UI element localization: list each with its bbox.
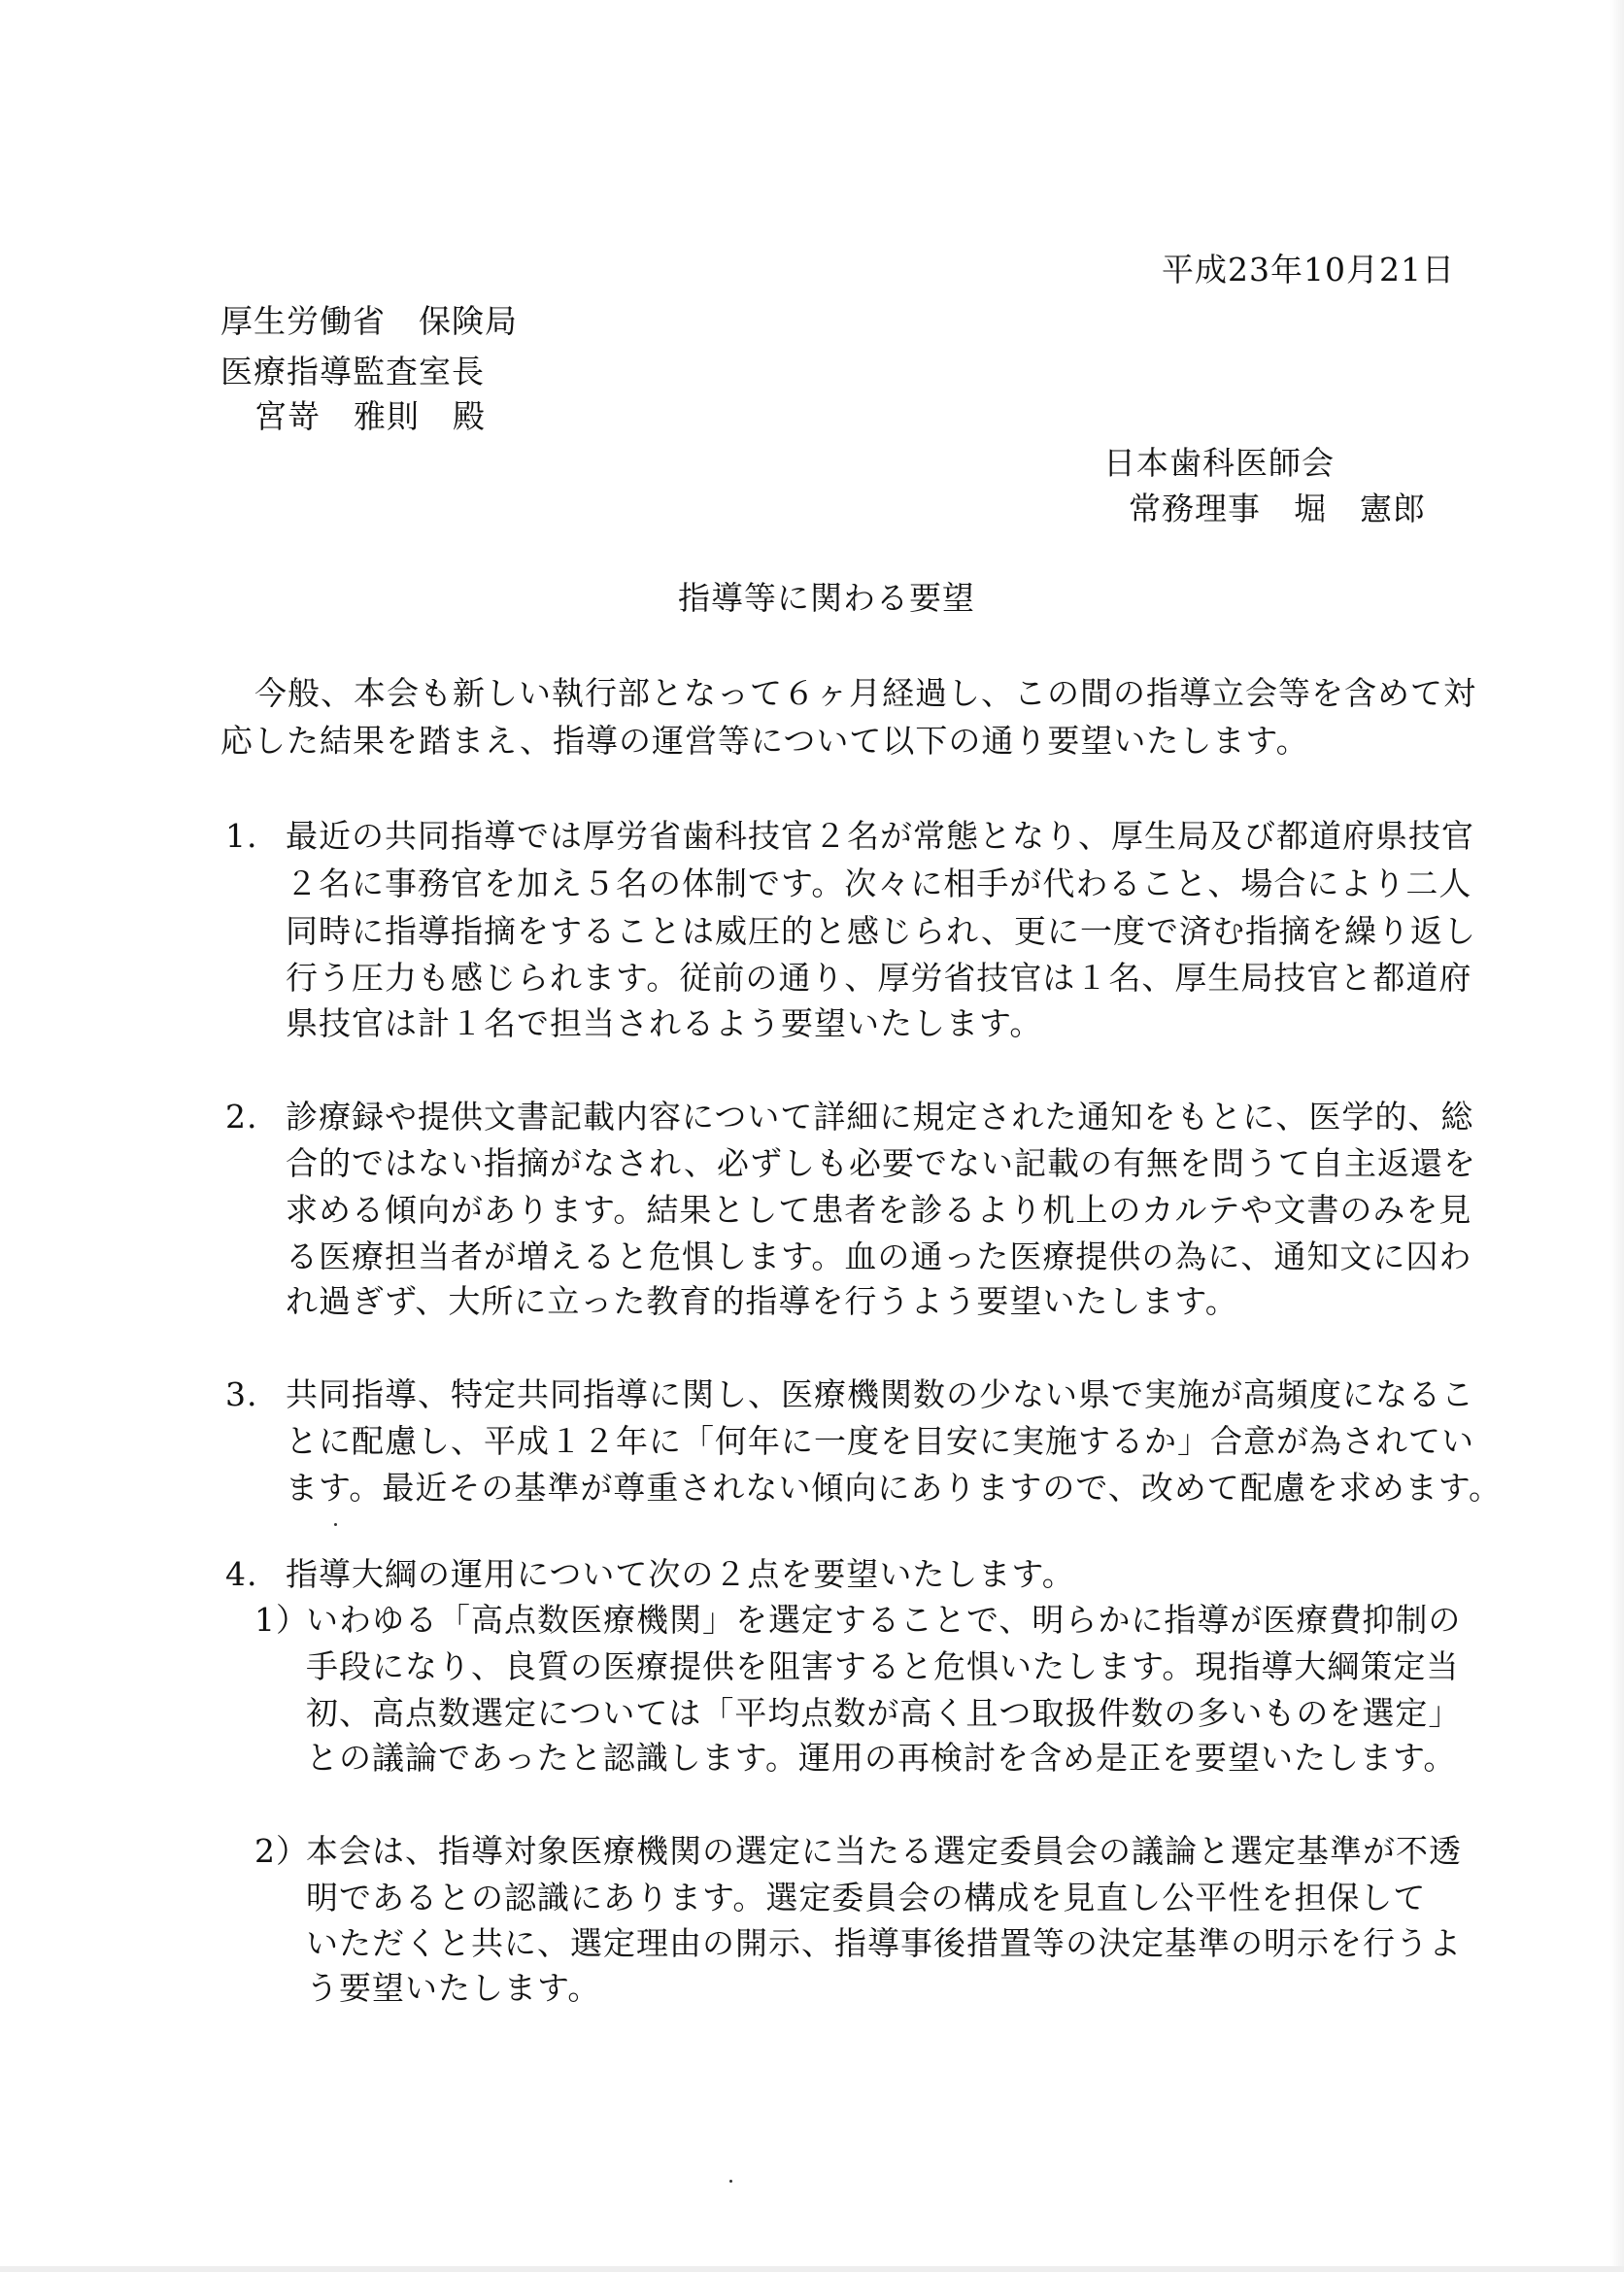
subitem-line: いわゆる「高点数医療機関」を選定することで、明らかに指導が医療費抑制の xyxy=(306,1601,1462,1639)
item-line: 指導大綱の運用について次の２点を要望いたします。 xyxy=(286,1555,1075,1593)
item-number: 3. xyxy=(225,1375,258,1413)
recipient-office: 医療指導監査室長 xyxy=(220,353,485,390)
item-line: ２名に事務官を加え５名の体制です。次々に相手が代わること、場合により二人 xyxy=(286,865,1472,902)
scan-bottom-edge xyxy=(0,2266,1624,2272)
subitem-number: 1） xyxy=(254,1601,309,1639)
item-line: 県技官は計１名で担当されるよう要望いたします。 xyxy=(286,1004,1043,1042)
subitem-number: 2） xyxy=(254,1832,309,1870)
sender-title-name: 常務理事 堀 憲郎 xyxy=(1129,490,1426,527)
document-date: 平成23年10月21日 xyxy=(1162,251,1455,288)
item-line: 最近の共同指導では厚労省歯科技官２名が常態となり、厚生局及び都道府県技官 xyxy=(286,817,1474,855)
intro-line: 応した結果を踏まえ、指導の運営等について以下の通り要望いたします。 xyxy=(220,722,1309,760)
item-line: 求める傾向があります。結果として患者を診るより机上のカルテや文書のみを見 xyxy=(286,1191,1472,1229)
item-line: 同時に指導指摘をすることは威圧的と感じられ、更に一度で済む指摘を繰り返し xyxy=(286,912,1476,950)
subitem-line: 明であるとの認識にあります。選定委員会の構成を見直し公平性を担保して xyxy=(306,1879,1427,1916)
sender-organization: 日本歯科医師会 xyxy=(1103,444,1335,482)
subitem-line: 本会は、指導対象医療機関の選定に当たる選定委員会の議論と選定基準が不透 xyxy=(306,1832,1462,1870)
recipient-ministry: 厚生労働省 保険局 xyxy=(220,302,518,340)
subitem-line: との議論であったと認識します。運用の再検討を含め是正を要望いたします。 xyxy=(306,1739,1457,1777)
document-subject: 指導等に関わる要望 xyxy=(678,579,975,617)
subitem-line: いただくと共に、選定理由の開示、指導事後措置等の決定基準の明示を行うよ xyxy=(306,1924,1462,1962)
item-number: 2. xyxy=(225,1098,258,1136)
intro-line: 今般、本会も新しい執行部となって６ヶ月経過し、この間の指導立会等を含めて対 xyxy=(254,674,1476,712)
subitem-line: 手段になり、良質の医療提供を阻害すると危惧いたします。現指導大綱策定当 xyxy=(306,1647,1460,1685)
item-line: れ過ぎず、大所に立った教育的指導を行うよう要望いたします。 xyxy=(286,1282,1238,1320)
item-number: 4. xyxy=(225,1555,258,1593)
item-line: 共同指導、特定共同指導に関し、医療機関数の少ない県で実施が高頻度になるこ xyxy=(286,1375,1474,1413)
item-line: 診療録や提供文書記載内容について詳細に規定された通知をもとに、医学的、総 xyxy=(286,1098,1474,1136)
scan-speck xyxy=(729,2180,732,2183)
item-line: 行う圧力も感じられます。従前の通り、厚労省技官は１名、厚生局技官と都道府 xyxy=(286,959,1472,997)
subitem-line: う要望いたします。 xyxy=(306,1969,601,2007)
recipient-name: 宮嵜 雅則 殿 xyxy=(254,397,486,435)
scan-speck xyxy=(334,1523,337,1526)
scan-edge-shadow xyxy=(1610,0,1624,2272)
item-line: ます。最近その基準が尊重されない傾向にありますので、改めて配慮を求めます。 xyxy=(286,1469,1503,1507)
item-number: 1. xyxy=(225,817,258,855)
item-line: る医療担当者が増えると危惧します。血の通った医療提供の為に、通知文に囚わ xyxy=(286,1238,1472,1275)
item-line: 合的ではない指摘がなされ、必ずしも必要でない記載の有無を問うて自主返還を xyxy=(286,1144,1476,1182)
subitem-line: 初、高点数選定については「平均点数が高く且つ取扱件数の多いものを選定」 xyxy=(306,1694,1462,1732)
item-line: とに配慮し、平成１２年に「何年に一度を目安に実施するか」合意が為されてい xyxy=(286,1422,1474,1460)
